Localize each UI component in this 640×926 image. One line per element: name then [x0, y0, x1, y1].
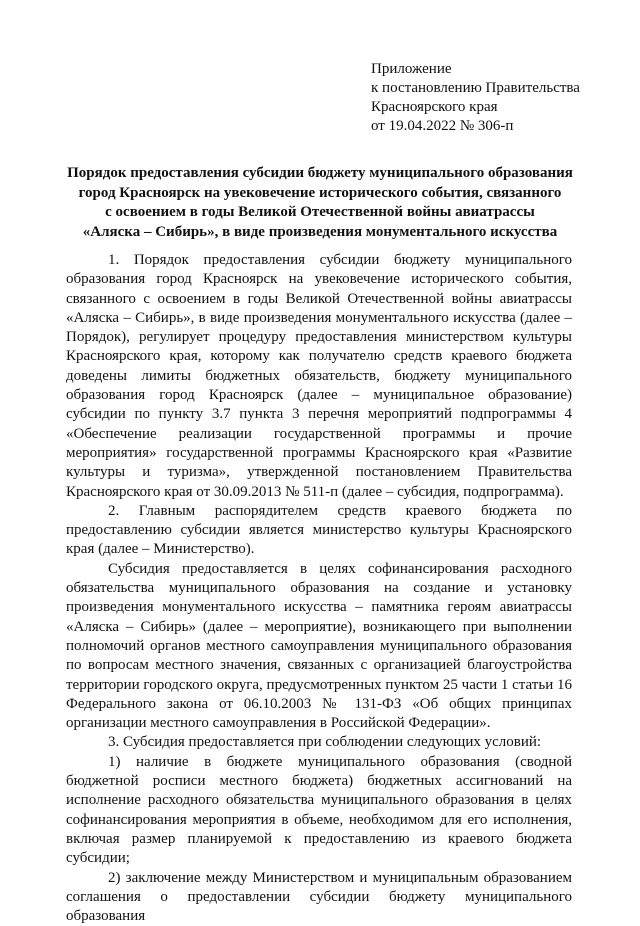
appendix-note — [371, 60, 621, 136]
condition-2: 2) заключение между Министерством и муниципальным образованием соглашения о предоставлении субсидии бюджету муниципального образования — [66, 869, 572, 926]
appendix-line: Красноярского края — [371, 98, 621, 117]
paragraph-1-procedure: 1. Порядок предоставления субсидии бюджету муниципального образования город Красноярск на увековечение исторического события, связанного с освоением в годы Великой Отечественной войны авиатрассы «Аляска – Сибирь», в виде произведения монументального искусства (далее – Порядок), регулирует процедуру предоставления министерством культуры Красноярского края, которому как получателю средств краевого бюджета доведены лимиты бюджетных обязательств, бюджету муниципального образования город Красноярск (далее – муниципальное образование) субсидии по пункту 3.7 пункта 3 перечня мероприятий подпрограммы 4 «Обеспечение реализации государственной программы и прочие мероприятия» государственной программы Красноярского края «Развитие культуры и туризма», утвержденной постановлением Правительства Красноярского края от 30.09.2013 № 511-п (далее – субсидия, подпрограмма). — [66, 251, 572, 502]
document-body — [66, 251, 572, 926]
appendix-line: к постановлению Правительства — [371, 79, 621, 98]
appendix-line: от 19.04.2022 № 306-п — [371, 117, 621, 136]
paragraph-subsidy-purpose: Субсидия предоставляется в целях софинансирования расходного обязательства муниципального образования на создание и установку произведения монументального искусства – памятника героям авиатрассы «Аляска – Сибирь» (далее – мероприятие), возникающего при выполнении полномочий органов местного самоуправления муниципального образования по вопросам местного значения, связанных с организацией благоустройства территории городского округа, предусмотренных пунктом 25 части 1 статьи 16 Федерального закона от 06.10.2003 № 131-ФЗ «Об общих принципах организации местного самоуправления в Российской Федерации». — [66, 560, 572, 734]
appendix-line: Приложение — [371, 60, 621, 79]
document-title — [60, 164, 580, 242]
title-line: город Красноярск на увековечение исторического события, связанного — [60, 184, 580, 204]
title-line: с освоением в годы Великой Отечественной войны авиатрассы — [60, 203, 580, 223]
title-line: «Аляска – Сибирь», в виде произведения монументального искусства — [60, 223, 580, 243]
condition-1: 1) наличие в бюджете муниципального образования (сводной бюджетной росписи местного бюджета) бюджетных ассигнований на исполнение расходного обязательства муниципального образования в целях софинансирования мероприятия в объеме, необходимом для его исполнения, включая размер планируемой к предоставлению из краевого бюджета субсидии; — [66, 753, 572, 869]
paragraph-3-conditions: 3. Субсидия предоставляется при соблюдении следующих условий: — [66, 733, 572, 752]
title-line: Порядок предоставления субсидии бюджету муниципального образования — [60, 164, 580, 184]
paragraph-2-main-administrator: 2. Главным распорядителем средств краевого бюджета по предоставлению субсидии является министерство культуры Красноярского края (далее – Министерство). — [66, 502, 572, 560]
